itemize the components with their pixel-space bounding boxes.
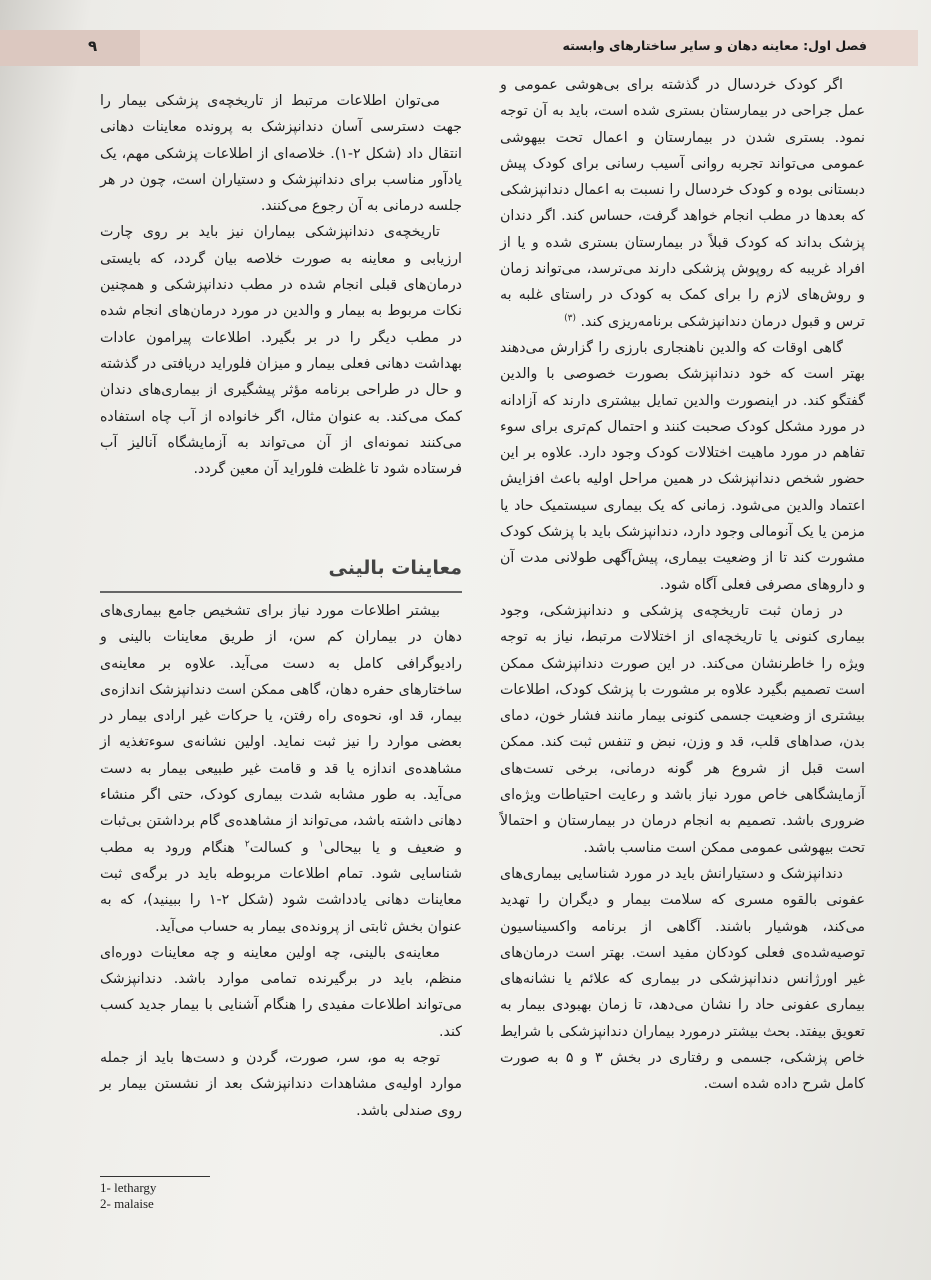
page-number-box — [0, 30, 140, 66]
clinical-exam-section — [100, 598, 462, 1124]
footnote-mark: ۲ — [244, 838, 250, 849]
footnote-mark: ۱ — [318, 838, 324, 849]
paragraph: بیشتر اطلاعات مورد نیاز برای تشخیص جامع بیماری‌های دهان در بیماران کم سن، از طریق معاینات بالینی و رادیوگرافی کامل به دست می‌آید. علاوه بر معاینه‌ی ساختارهای حفره دهان، گاهی ممکن است دندانپزشک اندازه‌ی بیمار، قد او، نحوه‌ی راه رفتن، یا حرکات غیر ارادی بیمار در بعضی موارد را نیز ثبت نماید. اولین نشانه‌ی سوءتغذیه از مشاهده‌ی اندازه یا قد و قامت غیر طبیعی بیمار به دست می‌آید. به طور مشابه شدت بیماری کودک، حتی اگر منشاء دهانی داشته باشد، می‌تواند از مشاهده‌ی گام برداشتن بی‌ثبات و ضعیف و یا بیحالی$^۱$ و کسالت$^۲$ هنگام ورود به مطب شناسایی شود. تمام اطلاعات مربوطه باید در برگه‌ی ثبت معاینات دهانی یادداشت شود (شکل ۲-۱ را ببینید)، که به عنوان بخش ثابتی از پرونده‌ی بیمار به حساب می‌آید. — [100, 603, 462, 935]
paragraph: دندانپزشک و دستیارانش باید در مورد شناسایی بیماری‌های عفونی بالقوه مسری که سلامت بیمار و دیگران را تهدید می‌کند، هوشیار باشند. آگاهی از برنامه واکسیناسیون توصیه‌شده‌ی فعلی کودکان مفید است. بهتر است درمان‌های غیر اورژانس دندانپزشکی در بیماری که علائم یا نشانه‌های بیماری عفونی حاد را نشان می‌دهد، تا زمان بهبودی بیمار به تعویق بیفتد. بحث بیشتر درمورد بیماران دندانپزشکی با شرایط خاص پزشکی، جسمی و رفتاری در بخش ۳ و ۵ به صورت کامل شرح داده شده است. — [500, 865, 865, 1093]
citation: (۳) — [564, 312, 577, 323]
paragraph: می‌توان اطلاعات مرتبط از تاریخچه‌ی پزشکی بیمار را جهت دسترسی آسان دندانپزشک به پرونده معاینات دهانی انتقال داد (شکل ۲-۱). خلاصه‌ای از اطلاعات پزشکی مهم، یک یادآور مناسب برای دندانپزشک و دستیاران است، چون در هر جلسه درمانی به آن رجوع می‌کنند. — [100, 93, 462, 215]
section-heading: معاینات بالینی — [328, 557, 462, 579]
left-column — [100, 88, 462, 482]
chapter-title: فصل اول: معاینه دهان و سایر ساختارهای وابسته — [562, 38, 867, 53]
paragraph: در زمان ثبت تاریخچه‌ی پزشکی و دندانپزشکی، وجود بیماری کنونی یا تاریخچه‌ای از اختلالات مرتبط، نیاز به توجه ویژه را خاطرنشان می‌کند. در این صورت دندانپزشک ممکن است تصمیم بگیرد علاوه بر مشورت با پزشک کودک، اطلاعات بیشتری از وضعیت جسمی کنونی بیمار مانند فشار خون، دمای بدن، صداهای قلب، قد و وزن، نبض و تنفس ثبت کند. ممکن است قبل از شروع هر گونه درمانی، برخی تست‌های آزمایشگاهی خاص مورد نیاز باشد و رعایت احتیاطات ویژه‌ای ضروری باشد. تصمیم به انجام درمان در بیمارستان و احتمالاً تحت بیهوشی عمومی ممکن است مناسب باشد. — [500, 602, 865, 856]
page-number: ۹ — [88, 37, 98, 55]
paragraph: توجه به مو، سر، صورت، گردن و دست‌ها باید از جمله موارد اولیه‌ی مشاهدات دندانپزشک بعد از نشستن بیمار بر روی صندلی باشد. — [100, 1050, 462, 1119]
footnotes — [100, 1180, 156, 1212]
section-divider — [100, 591, 462, 593]
footnote: 1- lethargy — [100, 1180, 157, 1195]
paragraph: گاهی اوقات که والدین ناهنجاری بارزی را گزارش می‌دهند بهتر است که خود دندانپزشک بصورت خصوصی با والدین گفتگو کند. در اینصورت والدین تمایل بیشتری دارند که آزادانه در مورد مشکل کودک صحبت کنند و احتمال کم‌تری برای سوء تفاهم در مورد ماهیت اختلالات کودک وجود دارد. علاوه بر این حضور شخص دندانپزشک در همین مراحل اولیه باعث افزایش اعتماد والدین می‌شود. زمانی که یک بیماری سیستمیک حاد یا مزمن یا یک آنومالی وجود دارد، دندانپزشک باید با پزشک کودک مشورت کند تا از وضعیت بیماری، پیش‌آگهی طولانی مدت آن و داروهای مصرفی فعلی آگاه شود. — [500, 339, 865, 593]
paragraph: تاریخچه‌ی دندانپزشکی بیماران نیز باید بر روی چارت ارزیابی و معاینه به صورت خلاصه بیان گردد، که بایستی درمان‌های قبلی انجام شده در مطب دندانپزشکی و همچنین نکات مربوط به بیمار و والدین در مورد درمان‌های انجام شده در مطب دیگر را در بر بگیرد. اطلاعات پیرامون عادات بهداشت دهانی فعلی بیمار و میزان فلوراید دریافتی در گذشته و حال در طراحی برنامه مؤثر پیشگیری از بیماری‌های دندان کمک می‌کند. به عنوان مثال، اگر خانواده از آب چاه استفاده می‌کنند نمونه‌ای از آن می‌تواند به آزمایشگاه آنالیز آب فرستاده شود تا غلظت فلوراید آن معین گردد. — [100, 224, 462, 478]
footnote: 2- malaise — [100, 1196, 154, 1211]
footnote-divider — [100, 1176, 210, 1177]
paragraph: معاینه‌ی بالینی، چه اولین معاینه و چه معاینات دوره‌ای منظم، باید در برگیرنده تمامی موارد باشد. دندانپزشک می‌تواند اطلاعات مفیدی را هنگام آشنایی با بیمار جدید کسب کند. — [100, 944, 462, 1040]
right-column — [500, 72, 865, 1098]
paragraph: اگر کودک خردسال در گذشته برای بی‌هوشی عمومی و عمل جراحی در بیمارستان بستری شده است، باید به آن توجه نمود. بستری شدن در بیمارستان و اعمال تحت بیهوشی عمومی می‌تواند تجربه روانی آسیب رسانی برای کودک پیش دبستانی بوده و کودک خردسال را نسبت به اعمال دندانپزشکی که بعدها در مطب انجام خواهد گرفت، حساس کند. اگر دندان پزشک بداند که کودک قبلاً در بیمارستان بستری شده و یا از افراد غریبه که روپوش پزشکی دارند می‌ترسد، می‌تواند زمان و روش‌های لازم را برای کمک به کودک در راستای غلبه به ترس و قبول درمان دندانپزشکی برنامه‌ریزی کند. $^{(۳)}$ — [500, 77, 865, 330]
